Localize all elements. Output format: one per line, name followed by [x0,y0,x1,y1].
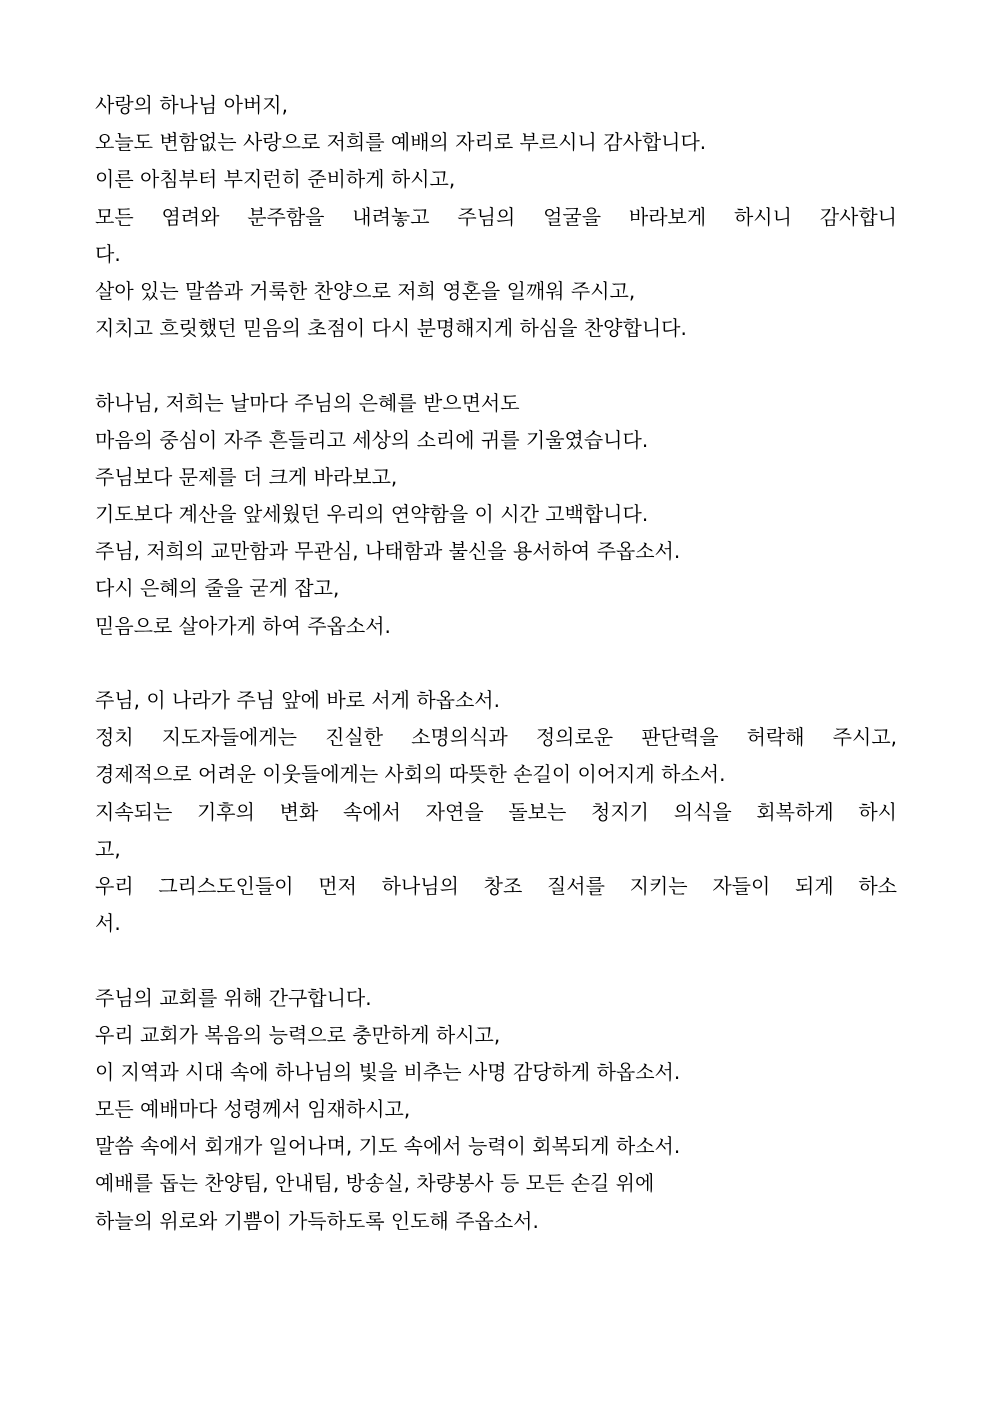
text-line: 이 지역과 시대 속에 하나님의 빛을 비추는 사명 감당하게 하옵소서. [95,1059,681,1084]
text-line: 주님의 교회를 위해 간구합니다. [95,985,372,1010]
text-line: 오늘도 변함없는 사랑으로 저희를 예배의 자리로 부르시니 감사합니다. [95,130,707,155]
text-line: 하나님, 저희는 날마다 주님의 은혜를 받으면서도 [95,390,520,415]
text-line: 주님보다 문제를 더 크게 바라보고, [95,464,398,489]
text-line: 주님, 저희의 교만함과 무관심, 나태함과 불신을 용서하여 주옵소서. [95,539,681,564]
text-line: 고, [95,836,121,861]
paragraph-gap [95,347,897,384]
text-line: 경제적으로 어려운 이웃들에게는 사회의 따뜻한 손길이 이어지게 하소서. [95,762,726,787]
text-line: 정치 지도자들에게는 진실한 소명의식과 정의로운 판단력을 허락해 주시고, [95,725,897,750]
text-line: 모든 염려와 분주함을 내려놓고 주님의 얼굴을 바라보게 하시니 감사합니 [95,204,897,229]
text-line: 예배를 돕는 찬양팀, 안내팀, 방송실, 차량봉사 등 모든 손길 위에 [95,1171,655,1196]
text-line: 우리 그리스도인들이 먼저 하나님의 창조 질서를 지키는 자들이 되게 하소 [95,873,897,898]
text-line: 이른 아침부터 부지런히 준비하게 하시고, [95,167,456,192]
text-line: 살아 있는 말씀과 거룩한 찬양으로 저희 영혼을 일깨워 주시고, [95,278,636,303]
text-line: 사랑의 하나님 아버지, [95,93,288,117]
text-line: 말씀 속에서 회개가 일어나며, 기도 속에서 능력이 회복되게 하소서. [95,1134,681,1159]
text-line: 하늘의 위로와 기쁨이 가득하도록 인도해 주옵소서. [95,1208,539,1233]
text-line: 다시 은혜의 줄을 굳게 잡고, [95,576,340,601]
text-line: 지속되는 기후의 변화 속에서 자연을 돌보는 청지기 의식을 회복하게 하시 [95,799,897,824]
paragraph-gap [95,645,897,682]
text-line: 모든 예배마다 성령께서 임재하시고, [95,1097,411,1122]
text-line: 믿음으로 살아가게 하여 주옵소서. [95,613,391,638]
text-line: 지치고 흐릿했던 믿음의 초점이 다시 분명해지게 하심을 찬양합니다. [95,316,687,341]
text-line: 주님, 이 나라가 주님 앞에 바로 서게 하옵소서. [95,688,500,712]
text-line: 서. [95,911,121,936]
text-line: 우리 교회가 복음의 능력으로 충만하게 하시고, [95,1022,501,1047]
text-line: 기도보다 계산을 앞세웠던 우리의 연약함을 이 시간 고백합니다. [95,502,649,527]
prayer-text [95,87,897,1240]
text-line: 다. [95,241,121,266]
paragraph-gap [95,942,897,979]
text-line: 마음의 중심이 자주 흔들리고 세상의 소리에 귀를 기울였습니다. [95,427,649,452]
